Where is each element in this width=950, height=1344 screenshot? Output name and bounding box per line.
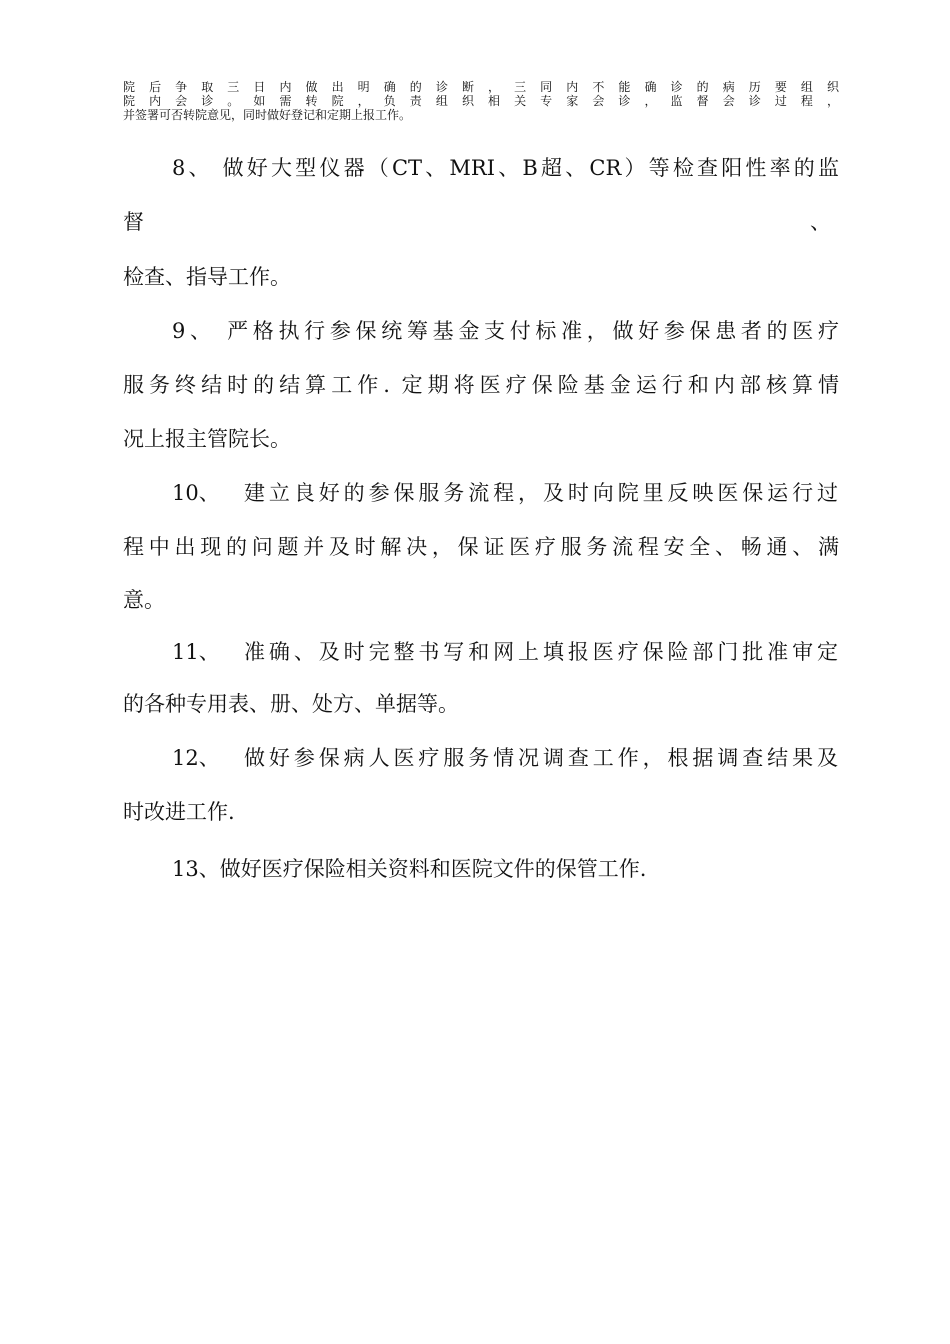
item-9-line-2: 服务终结时的结算工作. 定期将医疗保险基金运行和内部核算情 [123,373,839,397]
item-8-line-3: 检查、指导工作。 [123,265,291,289]
item-13-line-1: 13、做好医疗保险相关资料和医院文件的保管工作. [172,857,647,881]
item-8-line-1: 8、 做好大型仪器（CT、MRI、B超、CR）等检查阳性率的监 [172,156,839,180]
item-10-line-1-text: 建立良好的参保服务流程，及时向院里反映医保运行过 [244,481,838,505]
continuation-paragraph [123,80,839,122]
paragraph-line: 院内会诊。如需转院，负责组织相关专家会诊，监督会诊过程， [123,94,839,108]
paragraph-line: 院后争取三日内做出明确的诊断，三同内不能确诊的病历要组织 [123,80,839,94]
item-10-line-3: 意。 [123,588,165,612]
item-9-line-1: 9、 严格执行参保统筹基金支付标准，做好参保患者的医疗 [172,319,839,343]
item-10-number: 10、 [172,481,220,505]
item-8-line-2-right: 、 [810,210,831,234]
item-11-line-1 [172,637,839,667]
item-12-line-1 [172,743,839,773]
paragraph-line: 并签署可否转院意见，同时做好登记和定期上报工作。 [123,108,412,122]
item-8-line-2 [123,207,839,237]
item-8-line-2-left: 督 [123,210,144,234]
item-12-line-1-text: 做好参保病人医疗服务情况调查工作，根据调查结果及 [244,746,838,770]
item-11-line-1-text: 准确、及时完整书写和网上填报医疗保险部门批准审定 [244,640,838,664]
item-9-line-3: 况上报主管院长。 [123,427,291,451]
item-10-line-1 [172,478,839,508]
item-10-line-2: 程中出现的问题并及时解决，保证医疗服务流程安全、畅通、满 [123,535,839,559]
item-12-line-2: 时改进工作. [123,800,235,824]
item-11-line-2: 的各种专用表、册、处方、单据等。 [123,692,459,716]
item-12-number: 12、 [172,746,220,770]
item-11-number: 11、 [172,640,220,664]
